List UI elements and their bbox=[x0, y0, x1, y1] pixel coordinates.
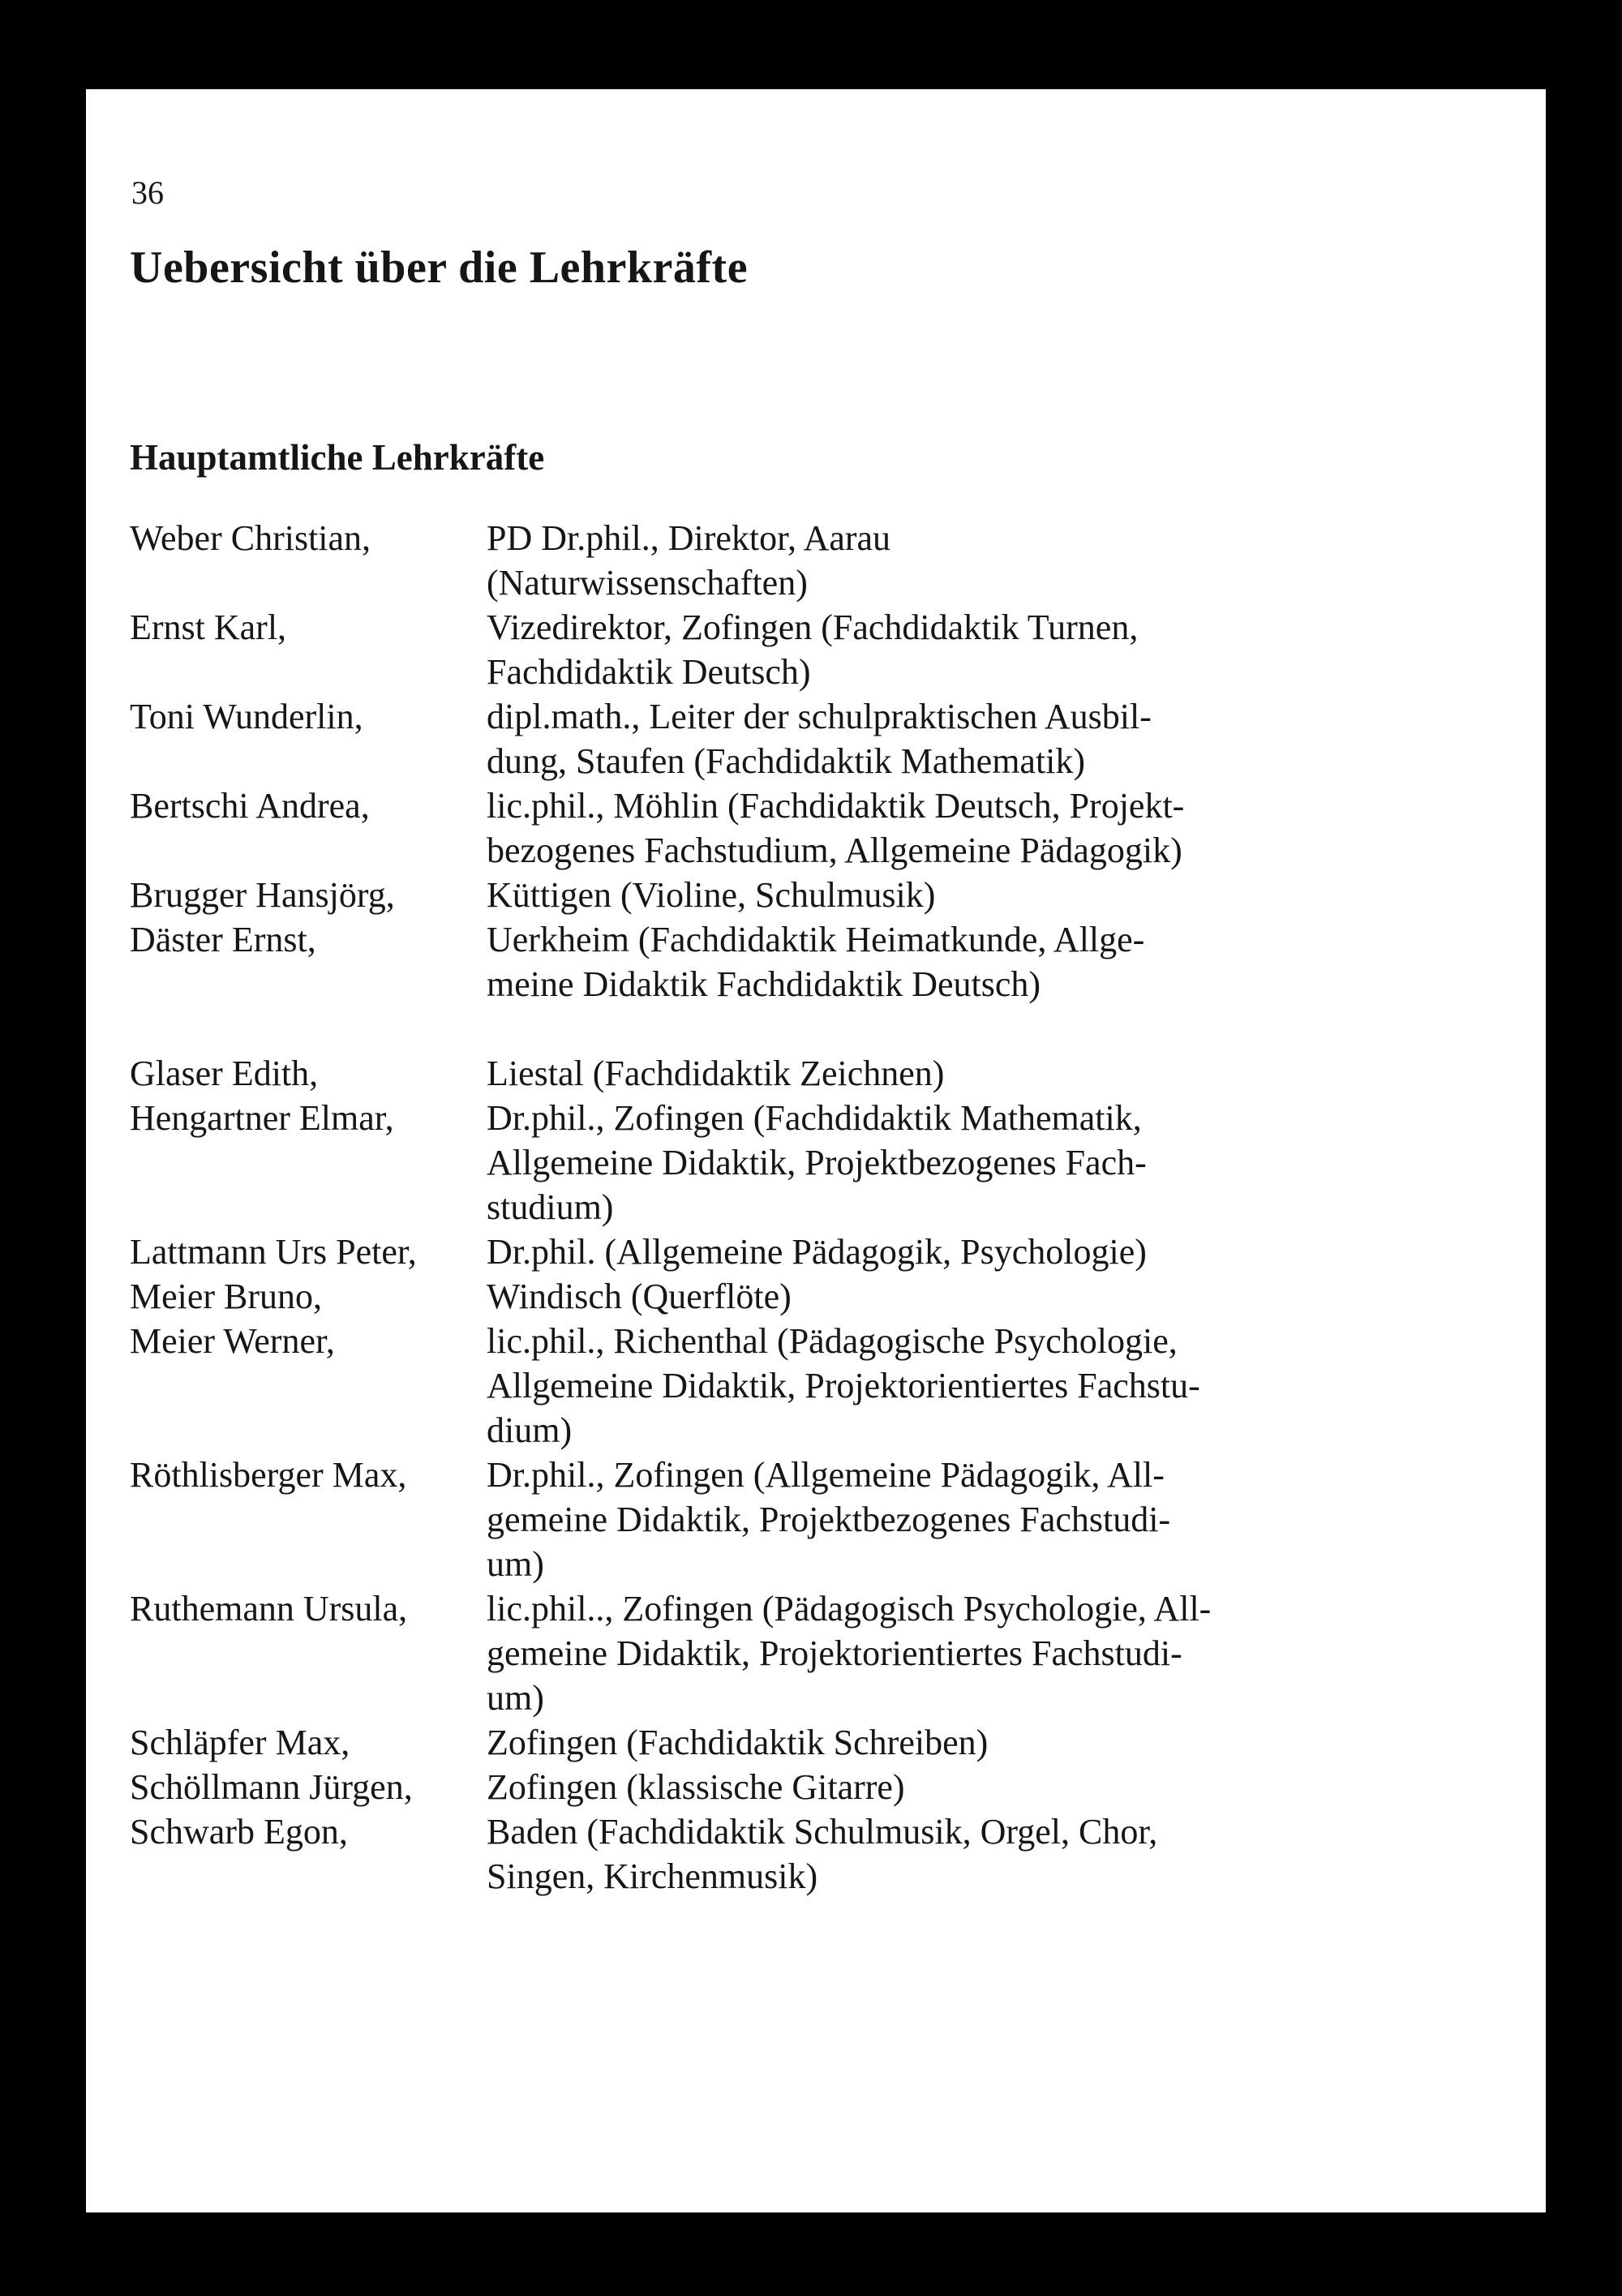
description-line: Zofingen (Fachdidaktik Schreiben) bbox=[487, 1723, 989, 1762]
description-line: lic.phil., Richenthal (Pädagogische Psychologie, bbox=[487, 1321, 1178, 1361]
description-line: Singen, Kirchenmusik) bbox=[487, 1856, 818, 1896]
staff-name: Brugger Hansjörg, bbox=[130, 875, 395, 915]
staff-description bbox=[487, 1274, 1427, 1319]
description-line: bezogenes Fachstudium, Allgemeine Pädagogik) bbox=[487, 830, 1182, 870]
staff-entry bbox=[130, 1319, 1427, 1453]
staff-description bbox=[487, 516, 1427, 605]
staff-entry bbox=[130, 1586, 1427, 1720]
staff-name: Schöllmann Jürgen, bbox=[130, 1767, 413, 1807]
staff-name: Hengartner Elmar, bbox=[130, 1098, 394, 1138]
page-title: Uebersicht über die Lehrkräfte bbox=[130, 242, 749, 293]
description-line: Liestal (Fachdidaktik Zeichnen) bbox=[487, 1054, 945, 1093]
description-line: Vizedirektor, Zofingen (Fachdidaktik Turnen, bbox=[487, 607, 1139, 647]
description-line: PD Dr.phil., Direktor, Aarau bbox=[487, 518, 891, 558]
staff-name: Ernst Karl, bbox=[130, 607, 287, 647]
description-line: Allgemeine Didaktik, Projektorientiertes Fachstu- bbox=[487, 1366, 1200, 1405]
staff-entry bbox=[130, 1096, 1427, 1230]
staff-entry bbox=[130, 1230, 1427, 1274]
description-line: Dr.phil. (Allgemeine Pädagogik, Psychologie) bbox=[487, 1232, 1147, 1272]
staff-entry bbox=[130, 917, 1427, 1006]
description-line: gemeine Didaktik, Projektbezogenes Fachstudi- bbox=[487, 1500, 1171, 1539]
staff-entry bbox=[130, 605, 1427, 694]
description-line: Baden (Fachdidaktik Schulmusik, Orgel, Chor, bbox=[487, 1812, 1158, 1852]
description-line: dung, Staufen (Fachdidaktik Mathematik) bbox=[487, 741, 1086, 781]
staff-description bbox=[487, 1051, 1427, 1096]
staff-description bbox=[487, 917, 1427, 1006]
staff-description bbox=[487, 1319, 1427, 1453]
staff-description bbox=[487, 1765, 1427, 1809]
staff-list bbox=[130, 516, 1427, 1899]
staff-entry bbox=[130, 873, 1427, 917]
staff-description bbox=[487, 605, 1427, 694]
staff-entry bbox=[130, 1720, 1427, 1765]
staff-name: Röthlisberger Max, bbox=[130, 1455, 407, 1495]
description-line: Küttigen (Violine, Schulmusik) bbox=[487, 875, 936, 915]
staff-name: Meier Bruno, bbox=[130, 1277, 323, 1316]
staff-description bbox=[487, 1720, 1427, 1765]
staff-name: Glaser Edith, bbox=[130, 1054, 319, 1093]
staff-description bbox=[487, 1809, 1427, 1899]
description-line: um) bbox=[487, 1678, 544, 1718]
description-line: Dr.phil., Zofingen (Fachdidaktik Mathematik, bbox=[487, 1098, 1142, 1138]
description-line: Uerkheim (Fachdidaktik Heimatkunde, Allge- bbox=[487, 920, 1145, 959]
description-line: Zofingen (klassische Gitarre) bbox=[487, 1767, 905, 1807]
page-number: 36 bbox=[131, 174, 164, 211]
description-line: dipl.math., Leiter der schulpraktischen Ausbil- bbox=[487, 697, 1152, 736]
staff-entry bbox=[130, 694, 1427, 783]
description-line: lic.phil., Möhlin (Fachdidaktik Deutsch, Projekt- bbox=[487, 786, 1185, 826]
staff-description bbox=[487, 873, 1427, 917]
description-line: meine Didaktik Fachdidaktik Deutsch) bbox=[487, 964, 1041, 1004]
description-line: Allgemeine Didaktik, Projektbezogenes Fach- bbox=[487, 1143, 1147, 1182]
staff-entry bbox=[130, 783, 1427, 873]
description-line: um) bbox=[487, 1544, 544, 1584]
staff-description bbox=[487, 694, 1427, 783]
staff-description bbox=[487, 783, 1427, 873]
staff-name: Toni Wunderlin, bbox=[130, 697, 363, 736]
description-line: dium) bbox=[487, 1410, 573, 1450]
description-line: gemeine Didaktik, Projektorientiertes Fachstudi- bbox=[487, 1633, 1182, 1673]
description-line: Fachdidaktik Deutsch) bbox=[487, 652, 811, 692]
staff-entry bbox=[130, 516, 1427, 605]
staff-description bbox=[487, 1096, 1427, 1230]
staff-name: Bertschi Andrea, bbox=[130, 786, 370, 826]
staff-name: Schwarb Egon, bbox=[130, 1812, 348, 1852]
description-line: studium) bbox=[487, 1187, 614, 1227]
staff-name: Däster Ernst, bbox=[130, 920, 316, 959]
staff-entry bbox=[130, 1274, 1427, 1319]
section-heading: Hauptamtliche Lehrkräfte bbox=[130, 437, 545, 478]
description-line: Dr.phil., Zofingen (Allgemeine Pädagogik, All- bbox=[487, 1455, 1165, 1495]
staff-name: Meier Werner, bbox=[130, 1321, 335, 1361]
description-line: (Naturwissenschaften) bbox=[487, 563, 808, 603]
description-line: Windisch (Querflöte) bbox=[487, 1277, 792, 1316]
staff-entry bbox=[130, 1051, 1427, 1096]
staff-entry bbox=[130, 1809, 1427, 1899]
staff-name: Ruthemann Ursula, bbox=[130, 1589, 408, 1629]
staff-description bbox=[487, 1453, 1427, 1586]
staff-description bbox=[487, 1586, 1427, 1720]
staff-name: Schläpfer Max, bbox=[130, 1723, 350, 1762]
staff-entry bbox=[130, 1765, 1427, 1809]
staff-name: Weber Christian, bbox=[130, 518, 371, 558]
staff-description bbox=[487, 1230, 1427, 1274]
staff-name: Lattmann Urs Peter, bbox=[130, 1232, 417, 1272]
description-line: lic.phil.., Zofingen (Pädagogisch Psychologie, All- bbox=[487, 1589, 1212, 1629]
staff-entry bbox=[130, 1453, 1427, 1586]
